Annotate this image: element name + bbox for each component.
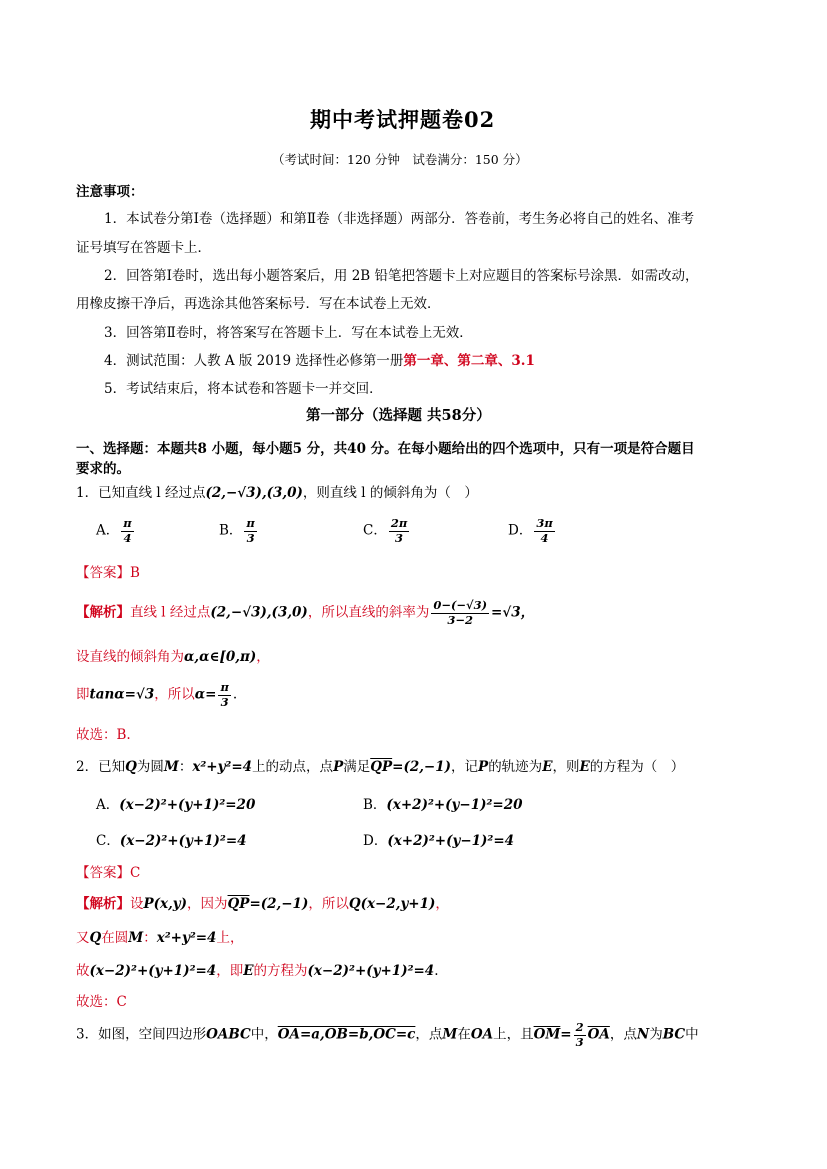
q2-analysis-vector: $\overline{QP}$ [227, 896, 250, 912]
q2-stem-b: 为圆 [136, 759, 164, 775]
q1-option-a-fraction [121, 518, 133, 544]
q2-option-d-eq: (x+2)²+(y−1)²=4 [387, 833, 515, 849]
q1-option-a-den: 4 [123, 530, 132, 545]
q2-analysis-vector-value: =(2,−1) [249, 896, 309, 912]
q2-analysis-3-eq2: (x−2)²+(y+1)²=4 [307, 963, 435, 979]
q2-stem-h: ，则 [552, 759, 580, 775]
q1-option-d-num: 3π [536, 516, 553, 530]
q3-OA: OA [470, 1026, 494, 1043]
q1-option-c-den: 3 [395, 530, 404, 545]
q2-Q: Q [125, 759, 137, 775]
q2-option-a [96, 793, 255, 813]
q3-stem-d: 在 [457, 1026, 471, 1043]
q1-analysis-tan: tanα=√3 [89, 686, 155, 703]
q3-stem [76, 1022, 699, 1048]
q1-option-c [363, 518, 411, 544]
q3-BC: BC [662, 1026, 686, 1043]
q2-option-b-eq: (x+2)²+(y−1)²=20 [386, 797, 523, 813]
q2-analysis-1a: 设 [130, 896, 144, 912]
q2-E2: E [579, 759, 590, 775]
q2-analysis-3d: . [434, 963, 439, 979]
q2-stem [76, 755, 684, 775]
q1-option-b [219, 518, 259, 544]
q1-analysis-angle: α,α∈[0,π) [184, 649, 257, 665]
q1-analysis-line-2 [76, 645, 270, 665]
note-3: 3．回答第Ⅱ卷时，将答案写在答题卡上．写在本试卷上无效． [104, 325, 473, 341]
q2-M: M [163, 759, 179, 775]
q2-option-c-eq: (x−2)²+(y+1)²=4 [119, 833, 247, 849]
q2-stem-e: 满足 [343, 759, 371, 775]
note-2-line-1: 2．回答第Ⅰ卷时，选出每小题答案后，用 2B 铅笔把答题卡上对应题目的答案标号涂黑．如需改动， [104, 268, 699, 284]
q1-analysis-line-3 [76, 682, 237, 708]
q3-stem-a: 3．如图，空间四边形 [76, 1026, 207, 1043]
q2-analysis-2b: 在圆 [101, 930, 129, 946]
q2-stem-f: ，记 [451, 759, 479, 775]
q2-analysis-2d: 上， [216, 930, 244, 946]
q3-stem-g: 为 [649, 1026, 663, 1043]
q2-analysis-2-Q: Q [89, 930, 102, 946]
q1-analysis-1a: 直线 l 经过点 [130, 604, 211, 621]
q2-analysis-2-M: M [128, 930, 144, 946]
q1-option-d-den: 4 [540, 530, 549, 545]
q1-analysis-alpha: α= [194, 686, 217, 703]
q2-choose: 故选：C [76, 994, 127, 1010]
note-4-scope: 第一章、第二章、3.1 [403, 353, 535, 369]
q2-option-b [363, 793, 523, 813]
q2-analysis-P: P(x,y) [143, 896, 188, 912]
note-1-line-1: 1．本试卷分第Ⅰ卷（选择题）和第Ⅱ卷（非选择题）两部分．答卷前，考生务必将自己的姓名、准考 [104, 211, 695, 227]
q3-stem-f: ，点 [609, 1026, 637, 1043]
q3-eq: = [560, 1026, 572, 1043]
q3-stem-c: ，点 [415, 1026, 443, 1043]
q2-vector: $\overline{QP}$ [370, 759, 393, 775]
note-2-line-2: 用橡皮擦干净后，再选涂其他答案标号．写在本试卷上无效． [76, 296, 441, 312]
q2-option-c-label: C． [96, 833, 120, 849]
q2-analysis-1d: ， [435, 896, 449, 912]
page-title: 期中考试押题卷02 [310, 107, 496, 132]
q2-analysis-line-1 [76, 892, 449, 912]
q2-analysis-2c: ： [143, 930, 157, 946]
q2-analysis-line-2 [76, 926, 243, 946]
q2-analysis-1c: ，所以 [308, 896, 349, 912]
q1-option-b-label: B． [219, 522, 243, 539]
note-4 [104, 349, 535, 369]
q1-option-b-num: π [246, 516, 255, 530]
q2-analysis-Q: Q(x−2,y+1) [348, 896, 436, 912]
q2-analysis-1b: ，因为 [187, 896, 228, 912]
q1-analysis-2a: 设直线的倾斜角为 [76, 649, 184, 665]
q2-analysis-2a: 又 [76, 930, 90, 946]
q2-option-d [363, 829, 514, 849]
q3-stem-e: 上，且 [493, 1026, 534, 1043]
q2-analysis-3a: 故 [76, 963, 90, 979]
q1-option-b-den: 3 [246, 530, 255, 545]
q1-analysis-line-1 [76, 600, 534, 626]
q3-vectors: OA=a,OB=b,OC=c [277, 1026, 416, 1043]
q2-analysis-tag: 【解析】 [76, 896, 130, 912]
q1-analysis-slope-num: 0−(−√3) [433, 598, 488, 612]
part-1-instruction-line-2: 要求的。 [76, 461, 130, 477]
q2-analysis-3-E: E [243, 963, 254, 979]
q1-option-c-fraction [389, 518, 409, 544]
notes-heading: 注意事项： [76, 184, 144, 200]
q2-analysis-2-circle: x²+y²=4 [156, 930, 217, 946]
q2-E: E [542, 759, 553, 775]
q1-option-c-label: C． [363, 522, 387, 539]
q2-P2: P [478, 759, 489, 775]
q2-stem-g: 的轨迹为 [488, 759, 543, 775]
q2-circle: x²+y²=4 [192, 759, 253, 775]
q1-stem-b: ，则直线 l 的倾斜角为（ ） [302, 485, 478, 501]
q2-option-b-label: B． [363, 797, 387, 813]
q1-stem [76, 481, 478, 501]
page-subtitle: （考试时间：120 分钟 试卷满分：150 分） [272, 152, 528, 167]
q3-fraction [574, 1022, 586, 1048]
q2-vector-value: =(2,−1) [392, 759, 452, 775]
q1-analysis-alpha-den: 3 [220, 694, 229, 709]
q1-option-b-fraction [244, 518, 256, 544]
q1-option-c-num: 2π [390, 516, 408, 530]
q1-option-d-fraction [534, 518, 554, 544]
q1-analysis-3a: 即 [76, 686, 90, 703]
q2-option-a-label: A． [96, 797, 120, 813]
q3-fraction-den: 3 [575, 1034, 584, 1049]
q2-option-d-label: D． [363, 833, 388, 849]
q1-choose: 故选：B. [76, 727, 131, 743]
q1-option-a [96, 518, 136, 544]
q3-OA2: $\overline{OA}$ [587, 1026, 610, 1043]
q1-analysis-3c: . [232, 686, 238, 703]
q2-answer: 【答案】C [76, 865, 141, 881]
part-1-instruction-line-1: 一、选择题：本题共8 小题，每小题5 分，共40 分。在每小题给出的四个选项中，只有一项是符合题目 [76, 441, 695, 457]
q3-stem-h: 中 [685, 1026, 699, 1043]
q1-analysis-slope-den: 3−2 [447, 612, 473, 627]
q2-analysis-3-eq: (x−2)²+(y+1)²=4 [89, 963, 217, 979]
note-4-prefix: 4．测试范围：人教 A 版 2019 选择性必修第一册 [104, 353, 404, 369]
q1-analysis-tag: 【解析】 [76, 604, 130, 621]
q1-analysis-2b: ， [256, 649, 270, 665]
q3-N: N [636, 1026, 650, 1043]
q2-analysis-line-3 [76, 959, 439, 979]
q1-points: (2,−√3),(3,0) [205, 485, 303, 501]
q1-analysis-slope-fraction [431, 600, 489, 626]
q1-analysis-points: (2,−√3),(3,0) [210, 604, 308, 621]
note-5: 5．考试结束后，将本试卷和答题卡一并交回． [104, 381, 383, 397]
q1-stem-a: 1．已知直线 l 经过点 [76, 485, 206, 501]
q3-M: M [442, 1026, 458, 1043]
q2-stem-d: 上的动点，点 [252, 759, 334, 775]
q1-option-a-label: A． [96, 522, 120, 539]
q2-stem-i: 的方程为（ ） [589, 759, 685, 775]
q3-oabc: OABC [206, 1026, 251, 1043]
q3-fraction-num: 2 [575, 1020, 584, 1034]
q1-option-d [508, 518, 557, 544]
q1-option-a-num: π [123, 516, 132, 530]
q1-option-d-label: D． [508, 522, 533, 539]
q1-analysis-1b: ，所以直线的斜率为 [307, 604, 430, 621]
note-1-line-2: 证号填写在答题卡上． [76, 240, 211, 256]
q2-analysis-3b: ，即 [216, 963, 244, 979]
q3-OM: $\overline{OM}$ [533, 1026, 561, 1043]
q2-option-c [96, 829, 247, 849]
q1-analysis-alpha-num: π [220, 680, 229, 694]
q1-analysis-3b: ，所以 [154, 686, 195, 703]
part-1-heading: 第一部分（选择题 共58分） [306, 407, 491, 424]
q2-stem-a: 2．已知 [76, 759, 126, 775]
q2-analysis-3c: 的方程为 [253, 963, 308, 979]
q1-answer: 【答案】B [76, 565, 140, 581]
q2-option-a-eq: (x−2)²+(y+1)²=20 [119, 797, 256, 813]
q2-stem-c: ： [178, 759, 193, 775]
q3-stem-b: 中， [250, 1026, 278, 1043]
q1-analysis-alpha-fraction [218, 682, 230, 708]
q1-analysis-1c: =√3， [491, 604, 535, 621]
q2-P: P [333, 759, 344, 775]
